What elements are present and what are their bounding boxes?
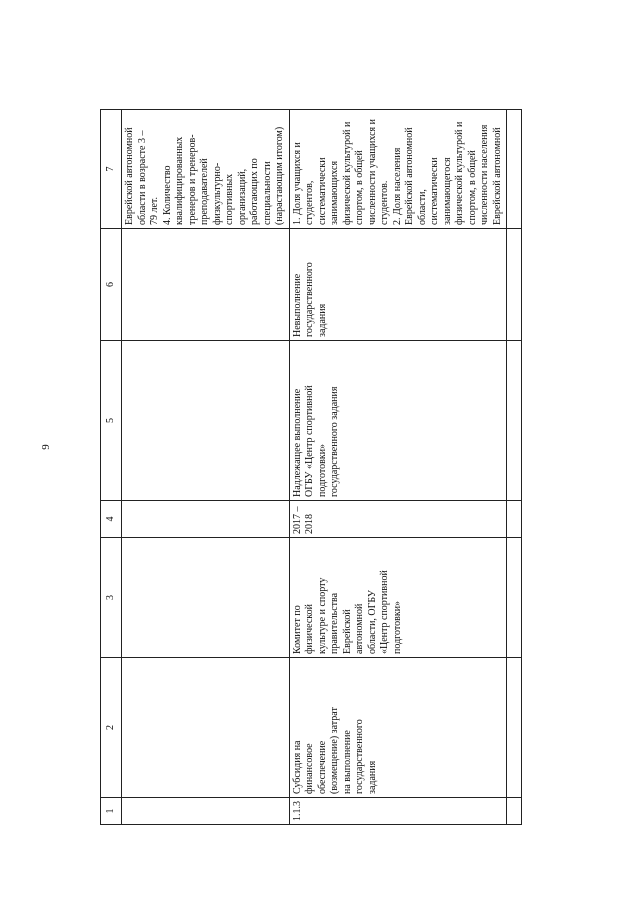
- page-number: 9: [40, 444, 52, 450]
- table-cell: [507, 501, 522, 538]
- expected-result-cell: Надлежащее выполнение ОГБУ «Центр спортивной подготовки» государственного задания: [289, 341, 507, 501]
- header-cell: 7: [101, 110, 122, 229]
- table-cell: [122, 501, 290, 538]
- header-cell: 3: [101, 538, 122, 658]
- table-cell: [507, 229, 522, 341]
- table-cell: [122, 798, 290, 825]
- measure-number-cell: 1.1.3: [289, 798, 507, 825]
- header-cell: 1: [101, 798, 122, 825]
- table-cell: [507, 538, 522, 658]
- table-row: [289, 110, 507, 825]
- continuation-row: [122, 110, 290, 825]
- table-cell: [122, 658, 290, 798]
- executor-cell: Комитет по физической культуре и спорту правительства Еврейской автономной области, ОГБУ «Центр спортивной подготовки»: [289, 538, 507, 658]
- table-cell: [122, 538, 290, 658]
- table-cell: [507, 658, 522, 798]
- header-row: [101, 110, 122, 825]
- measure-name-cell: Субсидия на финансовое обеспечение (возмещение) затрат на выполнение государственного задания: [289, 658, 507, 798]
- term-cell: 2017 – 2018: [289, 501, 507, 538]
- table-cell: [507, 798, 522, 825]
- header-cell: 5: [101, 341, 122, 501]
- indicator-continuation-cell: Еврейской автономной области в возрасте 3 – 79 лет. 4. Количество квалифицированных тренеров и тренеров- преподавателей физкультурно- спортивных организаций, работающих по специальности (нарастающим итогом): [122, 110, 290, 229]
- header-cell: 4: [101, 501, 122, 538]
- header-cell: 2: [101, 658, 122, 798]
- table-cell: [507, 341, 522, 501]
- table-cell: [507, 110, 522, 229]
- consequence-cell: Невыполнение государственного задания: [289, 229, 507, 341]
- table-cell: [122, 229, 290, 341]
- table-cell: [122, 341, 290, 501]
- indicator-cell: 1. Доля учащихся и студентов, систематически занимающихся физической культурой и спортом, в общей численности учащихся и студентов. 2. Доля населения Еврейской автономной области, систематически занимающегося физической культурой и спортом, в общей численности населения Еврейской автономной: [289, 110, 507, 229]
- header-cell: 6: [101, 229, 122, 341]
- program-measures-table: [100, 109, 522, 825]
- cut-off-row: [507, 110, 522, 825]
